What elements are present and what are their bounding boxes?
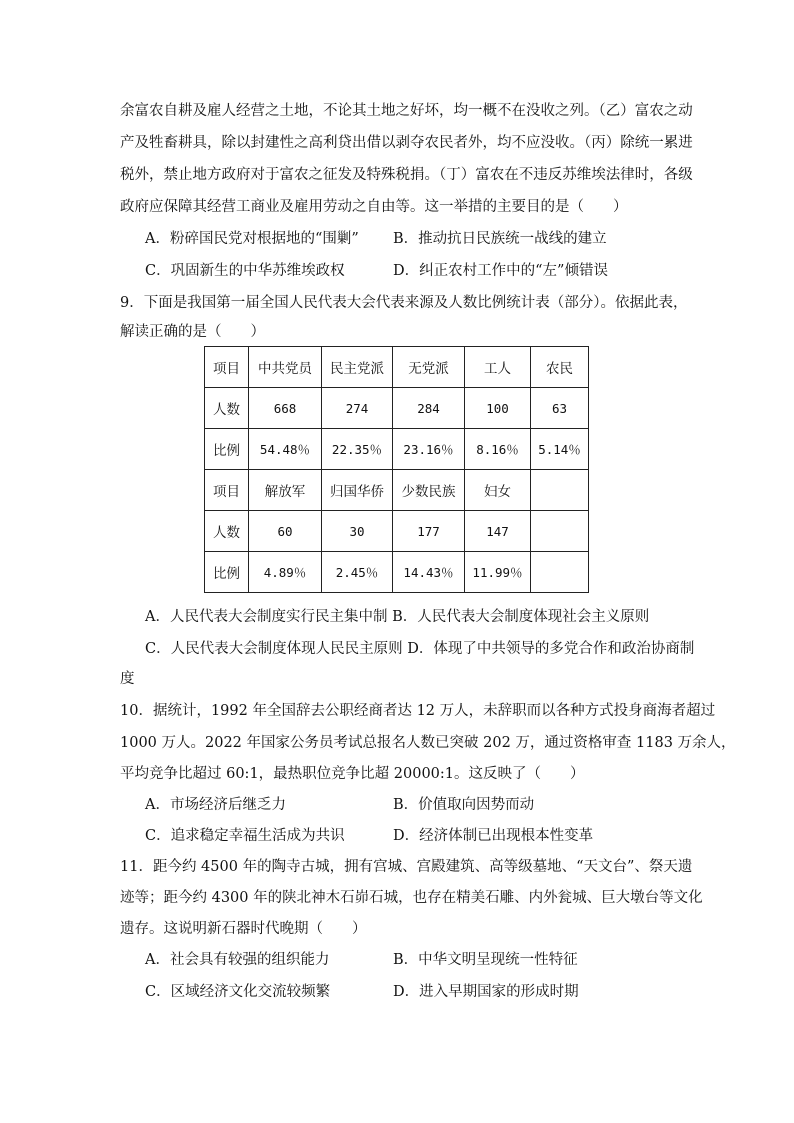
- q11-option-c: C．区域经济文化交流较频繁: [145, 984, 331, 1000]
- q11-option-a: A．社会具有较强的组织能力: [145, 952, 330, 968]
- q10-text-line-2: 1000 万人。2022 年国家公务员考试总报名人数已突破 202 万，通过资格审查 1183 万余人，: [120, 735, 736, 751]
- table-cell: 54.48％: [249, 429, 322, 470]
- table-cell: 8.16％: [465, 429, 531, 470]
- table-cell: 中共党员: [249, 347, 322, 388]
- q10-option-d: D．经济体制已出现根本性变革: [393, 828, 594, 844]
- table-cell: 5.14％: [531, 429, 589, 470]
- table-cell: 284: [393, 388, 465, 429]
- table-cell: 11.99％: [465, 552, 531, 593]
- q8-text-line-2: 产及牲畜耕具，除以封建性之高利贷出借以剥夺农民者外，均不应没收。（丙）除统一累进: [120, 135, 693, 151]
- table-cell: 30: [322, 511, 393, 552]
- q10-text-line-1: 10．据统计，1992 年全国辞去公职经商者达 12 万人，未辞职而以各种方式投身商海者超过: [120, 703, 716, 719]
- q8-text-line-4: 政府应保障其经营工商业及雇用劳动之自由等。这一举措的主要目的是（ ）: [120, 199, 628, 215]
- table-cell: 无党派: [393, 347, 465, 388]
- q10-option-a: A．市场经济后继乏力: [145, 797, 286, 813]
- table-cell: [531, 470, 589, 511]
- table-cell: 妇女: [465, 470, 531, 511]
- table-cell: 少数民族: [393, 470, 465, 511]
- table-cell: 项目: [205, 470, 249, 511]
- table-cell: 人数: [205, 388, 249, 429]
- table-cell: 民主党派: [322, 347, 393, 388]
- table-cell: [531, 511, 589, 552]
- q11-option-b: B．中华文明呈现统一性特征: [393, 952, 578, 968]
- q11-text-line-3: 遗存。这说明新石器时代晚期（ ）: [120, 921, 367, 937]
- table-cell: 22.35％: [322, 429, 393, 470]
- table-cell: [531, 552, 589, 593]
- table-cell: 177: [393, 511, 465, 552]
- table-row: [205, 347, 589, 388]
- q8-option-b: B．推动抗日民族统一战线的建立: [393, 231, 607, 247]
- q9-options-ab: A．人民代表大会制度实行民主集中制 B．人民代表大会制度体现社会主义原则: [145, 609, 650, 625]
- table-cell: 比例: [205, 552, 249, 593]
- q8-text-line-3: 税外，禁止地方政府对于富农之征发及特殊税捐。（丁）富农在不违反苏维埃法律时，各级: [120, 167, 693, 183]
- table-cell: 项目: [205, 347, 249, 388]
- q9-options-cd: C．人民代表大会制度体现人民民主原则 D．体现了中共领导的多党合作和政治协商制: [145, 641, 695, 657]
- q10-option-b: B．价值取向因势而动: [393, 797, 535, 813]
- table-cell: 274: [322, 388, 393, 429]
- table-row: [205, 388, 589, 429]
- table-cell: 100: [465, 388, 531, 429]
- table-cell: 147: [465, 511, 531, 552]
- npc-delegates-table: [204, 346, 589, 593]
- q9-options-cd-wrap: 度: [120, 671, 135, 687]
- table-cell: 2.45％: [322, 552, 393, 593]
- table-cell: 63: [531, 388, 589, 429]
- table-cell: 14.43％: [393, 552, 465, 593]
- table-row: [205, 470, 589, 511]
- table-cell: 4.89％: [249, 552, 322, 593]
- q8-text-line-1: 余富农自耕及雇人经营之土地，不论其土地之好坏，均一概不在没收之列。（乙）富农之动: [120, 103, 693, 119]
- q10-option-c: C．追求稳定幸福生活成为共识: [145, 828, 345, 844]
- q11-text-line-2: 迹等；距今约 4300 年的陕北神木石峁石城，也存在精美石雕、内外瓮城、巨大墩台等文化: [120, 890, 703, 906]
- q11-text-line-1: 11．距今约 4500 年的陶寺古城，拥有宫城、宫殿建筑、高等级墓地、“天文台”、祭天遗: [120, 859, 693, 875]
- q8-option-d: D．纠正农村工作中的“左”倾错误: [393, 263, 608, 279]
- table-cell: 农民: [531, 347, 589, 388]
- q9-text-line-1: 9．下面是我国第一届全国人民代表大会代表来源及人数比例统计表（部分）。依据此表，: [120, 295, 688, 311]
- q9-text-line-2: 解读正确的是（ ）: [120, 324, 265, 340]
- table-row: [205, 552, 589, 593]
- table-cell: 归国华侨: [322, 470, 393, 511]
- table-cell: 解放军: [249, 470, 322, 511]
- table-cell: 23.16％: [393, 429, 465, 470]
- table-row: [205, 511, 589, 552]
- q10-text-line-3: 平均竞争比超过 60:1，最热职位竞争比超 20000:1。这反映了（ ）: [120, 766, 585, 782]
- table-cell: 工人: [465, 347, 531, 388]
- q8-option-c: C．巩固新生的中华苏维埃政权: [145, 263, 345, 279]
- q8-option-a: A．粉碎国民党对根据地的“围剿”: [145, 231, 359, 247]
- q11-option-d: D．进入早期国家的形成时期: [393, 984, 579, 1000]
- table-cell: 60: [249, 511, 322, 552]
- table-cell: 668: [249, 388, 322, 429]
- table-cell: 比例: [205, 429, 249, 470]
- table-row: [205, 429, 589, 470]
- table-cell: 人数: [205, 511, 249, 552]
